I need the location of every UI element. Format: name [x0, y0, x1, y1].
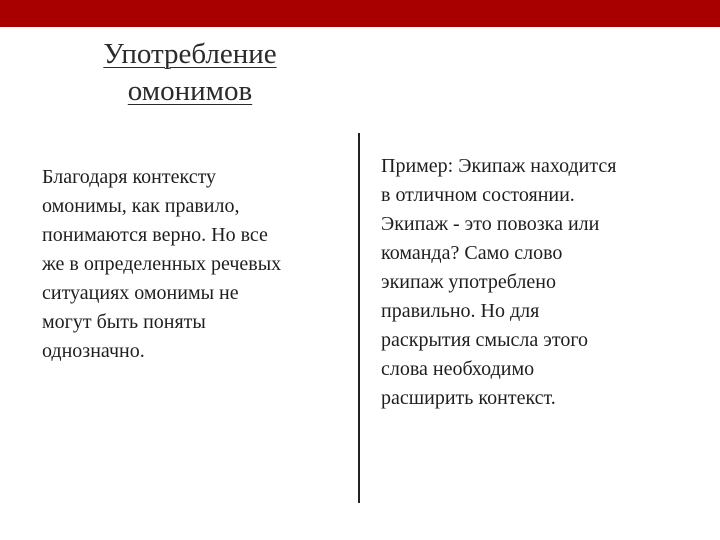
right-text-line: в отличном состоянии. [381, 184, 575, 206]
right-text-line: слова необходимо [381, 358, 535, 380]
left-text-line: могут быть поняты [42, 311, 206, 333]
left-column-text [42, 163, 342, 366]
right-text-line: правильно. Но для [381, 300, 540, 322]
right-column-text [381, 152, 681, 413]
right-text-line: расширить контекст. [381, 387, 556, 409]
left-text-line: омонимы, как правило, [42, 195, 240, 217]
right-text-line: Экипаж - это повозка или [381, 213, 600, 235]
slide-title [60, 36, 320, 110]
right-text-line: Пример: Экипаж находится [381, 155, 617, 177]
left-text-line: же в определенных речевых [42, 253, 282, 275]
right-text-line: экипаж употреблено [381, 271, 556, 293]
right-text-line: раскрытия смысла этого [381, 329, 589, 351]
column-divider [358, 133, 360, 503]
slide-title-line-2: омонимов [127, 75, 253, 107]
left-text-line: ситуациях омонимы не [42, 282, 239, 304]
left-text-line: Благодаря контексту [42, 166, 217, 188]
top-accent-bar [0, 0, 720, 27]
left-text-line: однозначно. [42, 340, 145, 362]
left-text-line: понимаются верно. Но все [42, 224, 268, 246]
right-text-line: команда? Само слово [381, 242, 563, 264]
slide-title-line-1: Употребление [103, 38, 277, 70]
